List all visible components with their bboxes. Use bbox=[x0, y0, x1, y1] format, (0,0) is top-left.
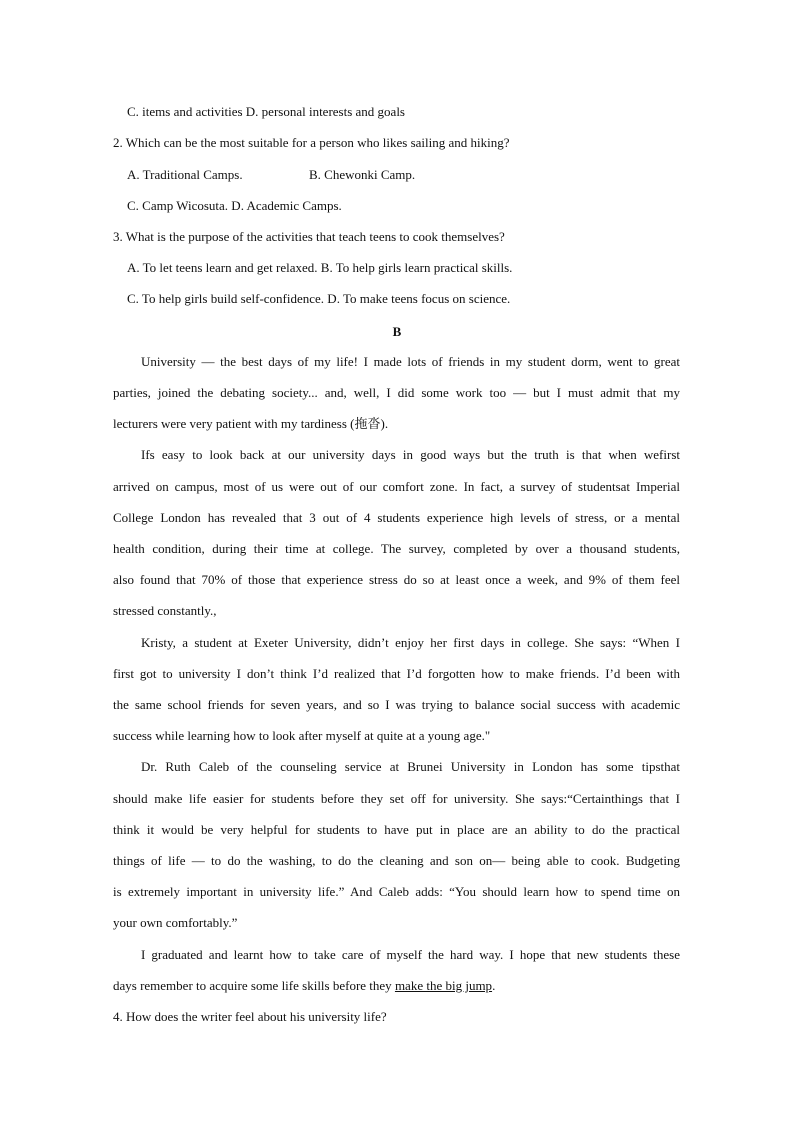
p2-line-3: College London has revealed that 3 out of 4 students experience high levels of stress, or a mental bbox=[113, 510, 680, 525]
underlined-phrase: make the big jump bbox=[394, 978, 493, 993]
p2-line-1: Ifs easy to look back at our university days in good ways but the truth is that when wefirst bbox=[141, 447, 680, 462]
p2-line-5: also found that 70% of those that experience stress do so at least once a week, and 9% of them feel bbox=[113, 572, 680, 587]
q3-options-cd: C. To help girls build self-confidence. D. To make teens focus on science. bbox=[127, 291, 511, 306]
p5-line-2 bbox=[113, 978, 495, 994]
p5-line-2-text: days remember to acquire some life skills before they bbox=[113, 978, 395, 993]
q1-options-cd: C. items and activities D. personal interests and goals bbox=[127, 104, 405, 119]
p1-line-2: parties, joined the debating society... and, well, I did some work too — but I must admit that my bbox=[113, 385, 680, 400]
p3-line-2: first got to university I don’t think I’d realized that I’d forgotten how to make friends. I’d been with bbox=[113, 666, 680, 681]
p3-line-3: the same school friends for seven years, and so I was trying to balance social success with academic bbox=[113, 697, 680, 712]
p2-line-2: arrived on campus, most of us were out of our comfort zone. In fact, a survey of studentsat Imperial bbox=[113, 479, 680, 494]
q2-option-b: B. Chewonki Camp. bbox=[309, 167, 416, 182]
p4-line-6: your own comfortably.” bbox=[113, 915, 238, 930]
p4-line-3: think it would be very helpful for students to have put in place are an ability to do the practical bbox=[113, 822, 680, 837]
p3-line-4: success while learning how to look after myself at quite at a young age." bbox=[113, 728, 491, 743]
q3-options-ab: A. To let teens learn and get relaxed. B. To help girls learn practical skills. bbox=[127, 260, 513, 275]
p5-line-2-end: . bbox=[492, 978, 496, 993]
p4-line-1: Dr. Ruth Caleb of the counseling service at Brunei University in London has some tipsthat bbox=[141, 759, 680, 774]
p1-line-1: University — the best days of my life! I made lots of friends in my student dorm, went to great bbox=[141, 354, 680, 369]
q2-option-a: A. Traditional Camps. bbox=[127, 167, 243, 182]
p2-line-4: health condition, during their time at college. The survey, completed by over a thousand students, bbox=[113, 541, 680, 556]
section-b-heading: B bbox=[392, 324, 402, 339]
p4-line-2: should make life easier for students before they set off for university. She says:“Certainthings that I bbox=[113, 791, 680, 806]
p4-line-4: things of life — to do the washing, to do the cleaning and son on— being able to cook. Budgeting bbox=[113, 853, 680, 868]
p2-line-6: stressed constantly., bbox=[113, 603, 217, 618]
q2-stem: 2. Which can be the most suitable for a person who likes sailing and hiking? bbox=[113, 135, 510, 150]
p5-line-1: I graduated and learnt how to take care of myself the hard way. I hope that new students these bbox=[141, 947, 680, 962]
p1-line-3: lecturers were very patient with my tardiness (拖沓). bbox=[113, 416, 389, 431]
p3-line-1: Kristy, a student at Exeter University, didn’t enjoy her first days in college. She says: “When I bbox=[141, 635, 680, 650]
q2-options-cd: C. Camp Wicosuta. D. Academic Camps. bbox=[127, 198, 342, 213]
q3-stem: 3. What is the purpose of the activities that teach teens to cook themselves? bbox=[113, 229, 505, 244]
q4-stem: 4. How does the writer feel about his university life? bbox=[113, 1009, 387, 1024]
p4-line-5: is extremely important in university life.” And Caleb adds: “You should learn how to spend time on bbox=[113, 884, 680, 899]
